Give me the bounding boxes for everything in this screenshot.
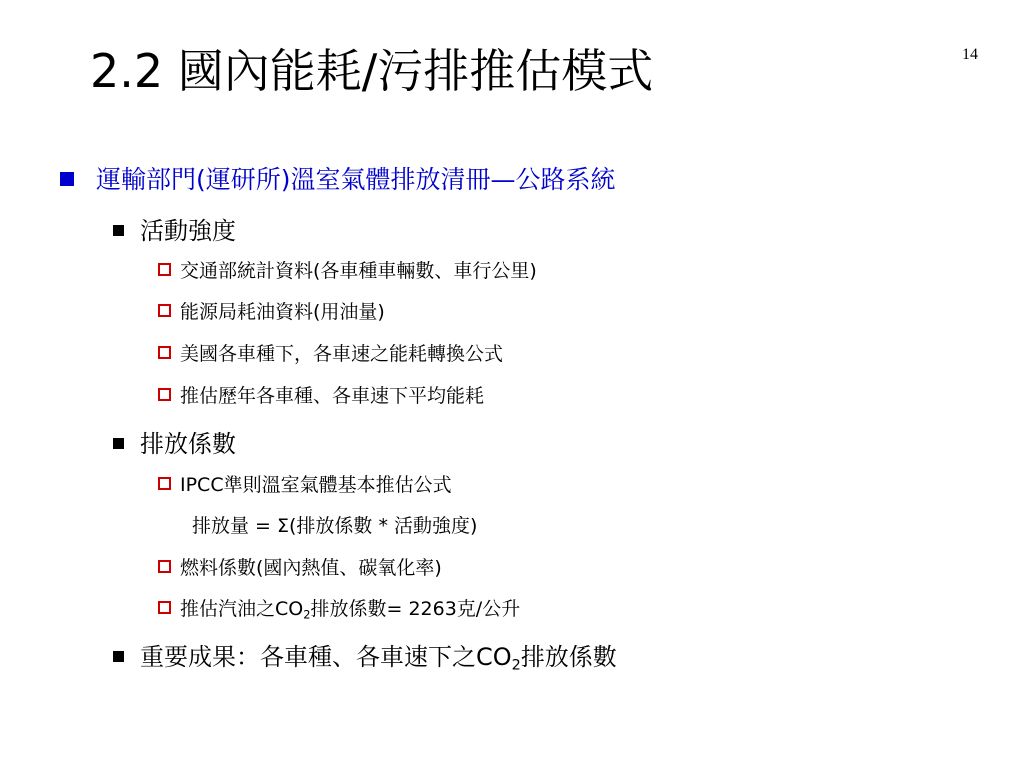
square-bullet-icon xyxy=(113,438,124,449)
subscript: 2 xyxy=(303,607,311,622)
result-suffix: 排放係數 xyxy=(520,643,617,671)
emission-formula: 排放量 = Σ(排放係數 * 活動強度) xyxy=(192,515,478,537)
hollow-square-bullet-icon xyxy=(158,304,171,317)
hollow-square-bullet-icon xyxy=(158,560,171,573)
list-item-text: IPCC準則溫室氣體基本推估公式 xyxy=(180,474,452,496)
list-item xyxy=(158,339,503,366)
activity-heading xyxy=(113,211,236,246)
list-item xyxy=(158,553,442,580)
hollow-square-bullet-icon xyxy=(158,346,171,359)
slide-title: 2.2 國內能耗/污排推估模式 xyxy=(90,44,654,98)
result-heading xyxy=(113,637,617,673)
list-item xyxy=(158,594,520,621)
list-item xyxy=(158,470,452,497)
list-item xyxy=(158,297,385,324)
list-item-text: 推估歷年各車種、各車速下平均能耗 xyxy=(180,385,485,407)
emission-heading xyxy=(113,424,236,459)
page-number: 14 xyxy=(962,46,978,63)
list-item xyxy=(158,256,537,283)
hollow-square-bullet-icon xyxy=(158,263,171,276)
result-prefix: 重要成果：各車種、各車速下之CO xyxy=(140,643,512,671)
activity-label: 活動強度 xyxy=(140,217,236,245)
list-item-text: 燃料係數(國內熱值、碳氧化率) xyxy=(180,557,442,579)
list-item-text: 交通部統計資料(各車種車輛數、車行公里) xyxy=(180,260,537,282)
square-bullet-icon xyxy=(60,172,74,186)
square-bullet-icon xyxy=(113,225,124,236)
list-item xyxy=(158,381,484,408)
list-item-text: 能源局耗油資料(用油量) xyxy=(180,301,385,323)
gasoline-suffix: 排放係數= 2263克/公升 xyxy=(310,598,521,620)
list-item-text: 美國各車種下，各車速之能耗轉換公式 xyxy=(180,343,504,365)
hollow-square-bullet-icon xyxy=(158,601,171,614)
hollow-square-bullet-icon xyxy=(158,388,171,401)
section-heading xyxy=(60,160,616,196)
section-heading-text: 運輸部門(運研所)溫室氣體排放清冊—公路系統 xyxy=(96,165,616,194)
square-bullet-icon xyxy=(113,651,124,662)
emission-label: 排放係數 xyxy=(140,430,236,458)
subscript: 2 xyxy=(511,657,521,674)
gasoline-prefix: 推估汽油之CO xyxy=(180,598,304,620)
hollow-square-bullet-icon xyxy=(158,477,171,490)
